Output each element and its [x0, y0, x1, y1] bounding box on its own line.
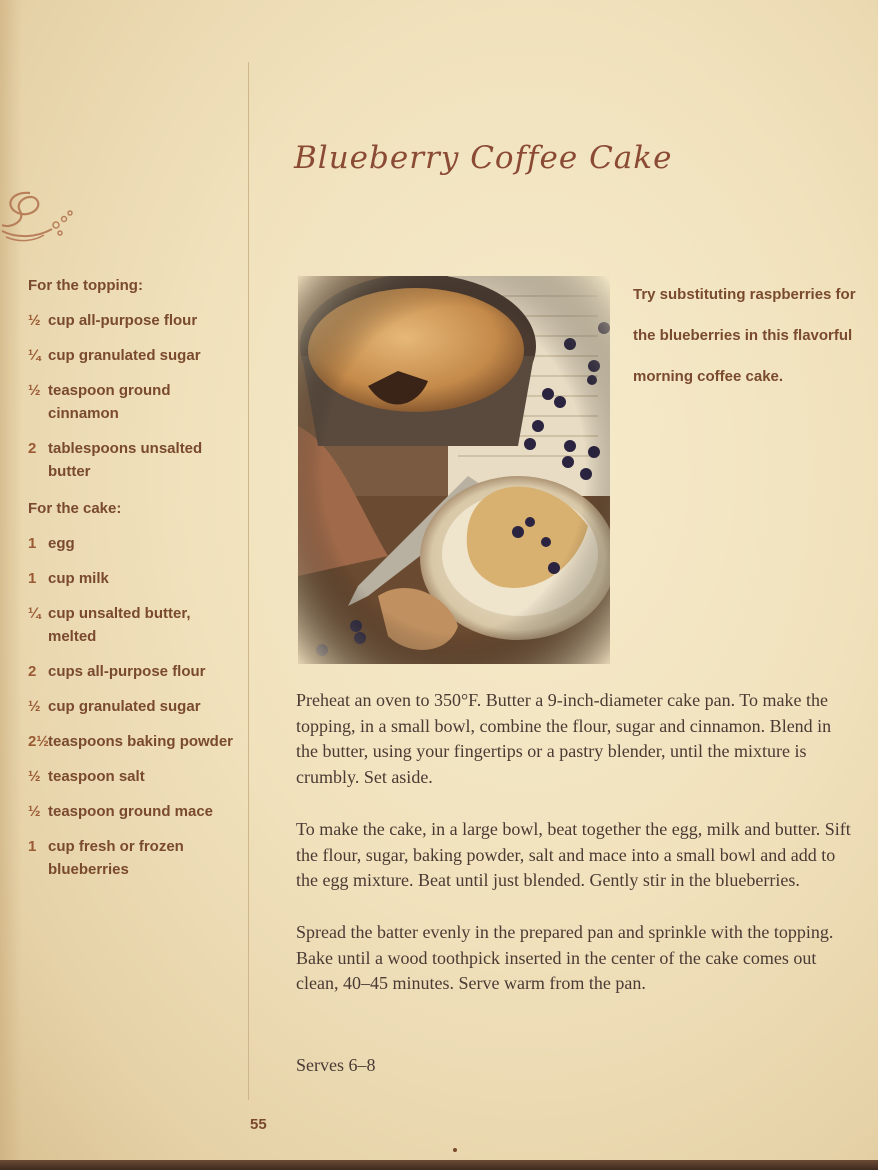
- ingredient-text: teaspoons baking powder: [48, 733, 234, 750]
- recipe-title: Blueberry Coffee Cake: [294, 140, 673, 176]
- ingredient-item: [28, 730, 243, 753]
- ingredient-qty: ½: [28, 312, 41, 329]
- ingredient-item: [28, 800, 243, 823]
- ingredient-qty: 1: [28, 838, 37, 855]
- flourish-ornament-icon: [0, 185, 80, 247]
- ingredient-text: cup granulated sugar: [48, 698, 201, 715]
- ingredient-qty: 2½: [28, 733, 49, 750]
- ingredient-qty: ¼: [28, 347, 41, 364]
- ingredient-text: cup all-purpose flour: [48, 312, 198, 329]
- instruction-paragraph: To make the cake, in a large bowl, beat together the egg, milk and butter. Sift the flour, sugar, baking powder, salt and mace into a small bowl and add to the egg mixture. Beat until just blended. Gently stir in the blueberries.: [296, 818, 851, 891]
- ingredient-text: teaspoon ground mace: [48, 803, 214, 820]
- ingredient-item: [28, 567, 243, 590]
- ingredient-text: teaspoon ground cinnamon: [48, 382, 171, 422]
- ingredient-item: [28, 602, 243, 648]
- ingredient-item: [28, 765, 243, 788]
- book-bottom-edge: [0, 1160, 878, 1170]
- ingredient-qty: 1: [28, 535, 37, 552]
- ingredient-item: [28, 532, 243, 555]
- cake-heading: For the cake:: [28, 500, 122, 517]
- ingredient-item: [28, 660, 243, 683]
- page-edge-shadow: [0, 0, 22, 1170]
- ingredient-qty: 1: [28, 570, 37, 587]
- ingredient-text: cup milk: [48, 570, 109, 587]
- ingredient-item: [28, 437, 243, 483]
- ingredient-text: cups all-purpose flour: [48, 663, 206, 680]
- ingredient-text: teaspoon salt: [48, 768, 145, 785]
- coffee-cake-photo: [298, 276, 610, 664]
- topping-heading: For the topping:: [28, 277, 143, 294]
- ingredient-qty: 2: [28, 663, 37, 680]
- ingredient-text: cup granulated sugar: [48, 347, 201, 364]
- instruction-paragraph: Preheat an oven to 350°F. Butter a 9-inch-diameter cake pan. To make the topping, in a small bowl, combine the flour, sugar and cinnamon. Blend in the butter, using your fingertips or a pastry blender, until the mixture is crumbly. Set aside.: [296, 690, 832, 788]
- ingredient-text: cup fresh or frozen blueberries: [48, 838, 184, 878]
- ingredient-text: cup unsalted butter, melted: [48, 605, 191, 645]
- ingredient-qty: ½: [28, 803, 41, 820]
- ingredient-qty: ¼: [28, 605, 41, 622]
- instruction-paragraph: Spread the batter evenly in the prepared pan and sprinkle with the topping. Bake until a wood toothpick inserted in the center of the cake comes out clean, 40–45 minutes. Serve warm from the pan.: [296, 921, 834, 994]
- ingredient-item: [28, 309, 243, 332]
- ingredient-list: [28, 274, 243, 893]
- ingredient-qty: ½: [28, 382, 41, 399]
- recipe-instructions: [296, 688, 852, 1023]
- ingredient-item: [28, 835, 243, 881]
- page-center-mark: [453, 1148, 457, 1152]
- ingredient-qty: ½: [28, 698, 41, 715]
- ingredient-item: [28, 379, 243, 425]
- recipe-tip: Try substituting raspberries for the blueberries in this flavorful morning coffee cake.: [633, 286, 856, 385]
- ingredient-item: [28, 695, 243, 718]
- ingredient-item: [28, 344, 243, 367]
- ingredient-text: tablespoons unsalted butter: [48, 440, 203, 480]
- ingredient-qty: 2: [28, 440, 37, 457]
- column-divider: [248, 62, 249, 1100]
- serving-size: Serves 6–8: [296, 1055, 376, 1075]
- ingredient-qty: ½: [28, 768, 41, 785]
- ingredient-text: egg: [48, 535, 75, 552]
- page-number: 55: [250, 1116, 267, 1133]
